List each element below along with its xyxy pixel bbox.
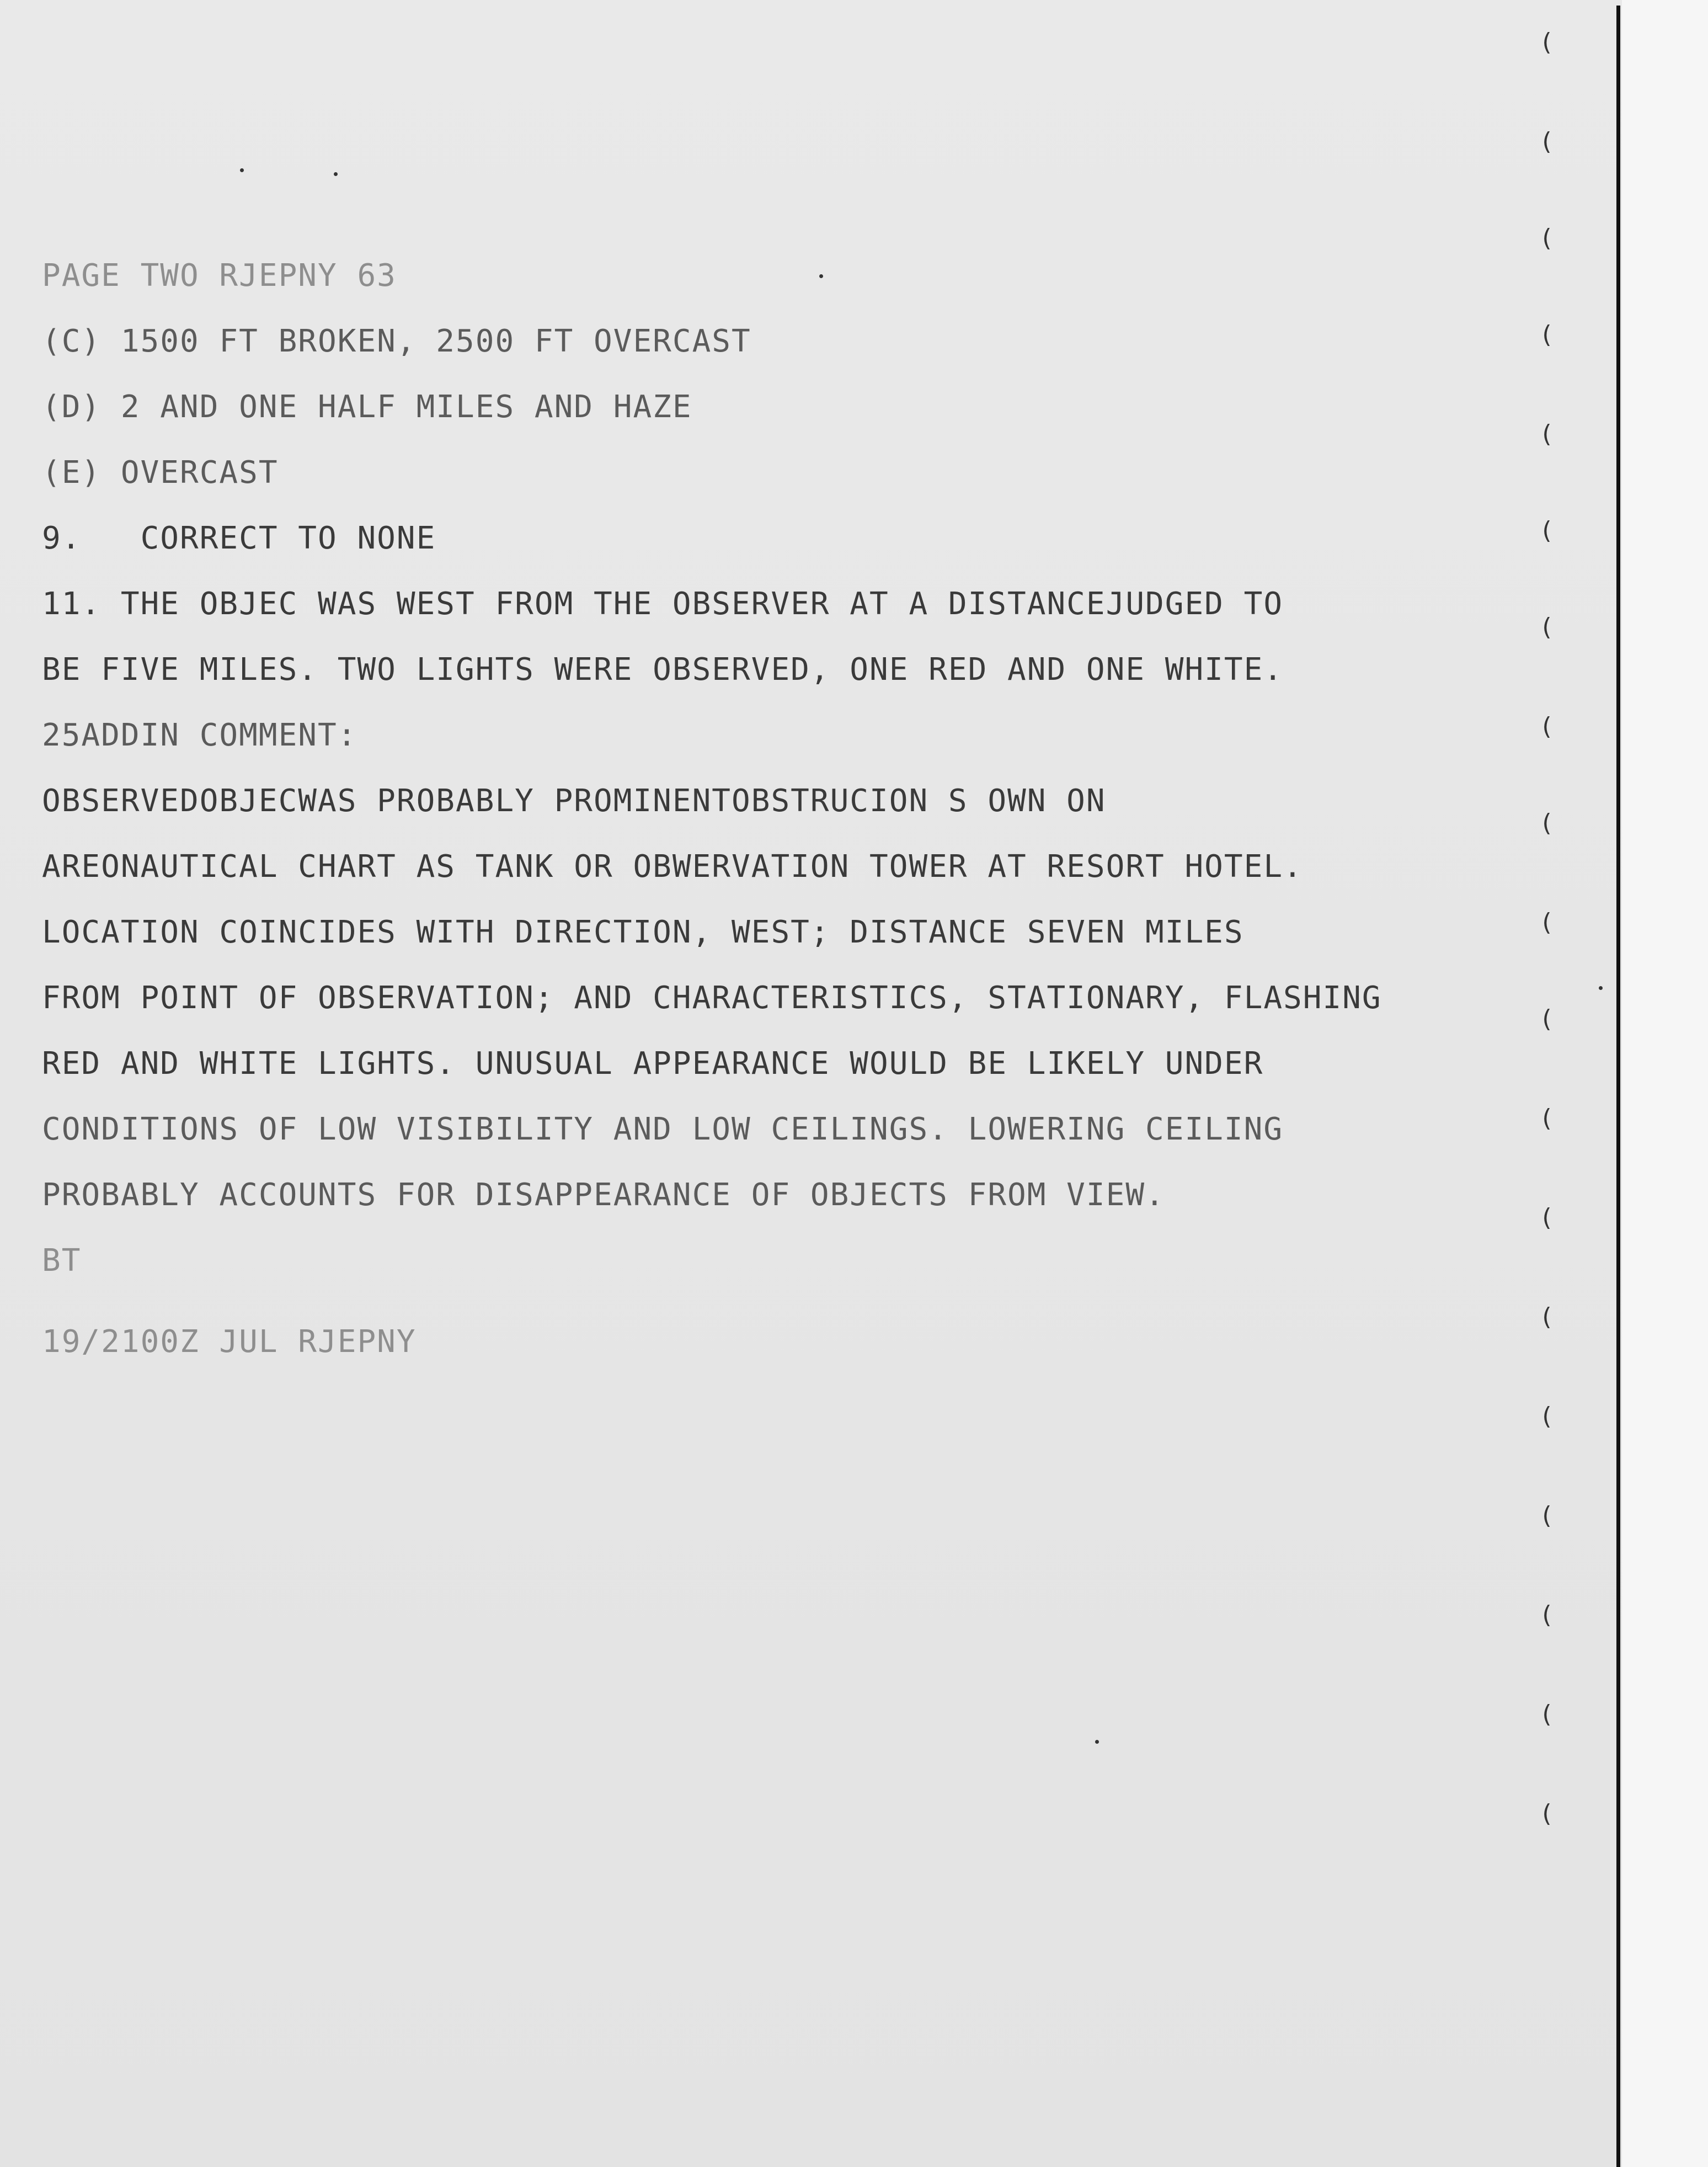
teletype-message [42,243,1421,1375]
feed-hole-icon: ( [1539,908,1554,936]
weather-item-e: (E) OVERCAST [42,455,279,491]
feed-hole-icon: ( [1539,127,1554,156]
feed-hole-icon: ( [1539,712,1554,741]
feed-hole-icon: ( [1539,1303,1554,1331]
spacer [42,1293,1421,1309]
item-11-line: 11. THE OBJEC WAS WEST FROM THE OBSERVER AT A DISTANCEJUDGED TO [42,586,1284,622]
feed-hole-icon: ( [1539,28,1554,56]
paper-speck [1095,1740,1099,1744]
comment-line: CONDITIONS OF LOW VISIBILITY AND LOW CEILINGS. LOWERING CEILING [42,1111,1284,1147]
feed-hole-icon: ( [1539,1799,1554,1828]
paper-speck [240,168,244,172]
feed-hole-icon: ( [1539,321,1554,349]
feed-hole-icon: ( [1539,613,1554,641]
feed-hole-icon: ( [1539,809,1554,837]
date-time-group: 19/2100Z JUL RJEPNY [42,1324,417,1360]
end-marker: BT [42,1243,82,1279]
item-11-line: BE FIVE MILES. TWO LIGHTS WERE OBSERVED, ONE RED AND ONE WHITE. [42,652,1284,688]
weather-item-c: (C) 1500 FT BROKEN, 2500 FT OVERCAST [42,323,751,359]
feed-hole-icon: ( [1539,517,1554,545]
paper-speck [334,172,338,176]
comment-line: FROM POINT OF OBSERVATION; AND CHARACTERISTICS, STATIONARY, FLASHING [42,980,1382,1016]
comment-heading: 25ADDIN COMMENT: [42,717,357,753]
feed-hole-icon: ( [1539,1402,1554,1430]
page-margin-strip [1622,0,1708,2167]
feed-hole-icon: ( [1539,1204,1554,1232]
feed-hole-icon: ( [1539,1502,1554,1530]
comment-line: OBSERVEDOBJECWAS PROBABLY PROMINENTOBSTRUCION S OWN ON [42,783,1106,819]
comment-line: PROBABLY ACCOUNTS FOR DISAPPEARANCE OF OBJECTS FROM VIEW. [42,1177,1165,1213]
comment-line: LOCATION COINCIDES WITH DIRECTION, WEST; DISTANCE SEVEN MILES [42,914,1244,950]
feed-hole-icon: ( [1539,1005,1554,1033]
tractor-feed-holes [1539,0,1572,2167]
page-edge-line [1616,6,1620,2167]
comment-line: RED AND WHITE LIGHTS. UNUSUAL APPEARANCE WOULD BE LIKELY UNDER [42,1046,1264,1082]
feed-hole-icon: ( [1539,1601,1554,1629]
feed-hole-icon: ( [1539,420,1554,448]
page-header: PAGE TWO RJEPNY 63 [42,258,397,294]
item-9: 9. CORRECT TO NONE [42,520,436,556]
feed-hole-icon: ( [1539,224,1554,252]
feed-hole-icon: ( [1539,1700,1554,1728]
weather-item-d: (D) 2 AND ONE HALF MILES AND HAZE [42,389,692,425]
feed-hole-icon: ( [1539,1104,1554,1132]
paper-speck [1599,986,1603,990]
comment-line: AREONAUTICAL CHART AS TANK OR OBWERVATION TOWER AT RESORT HOTEL. [42,849,1303,885]
